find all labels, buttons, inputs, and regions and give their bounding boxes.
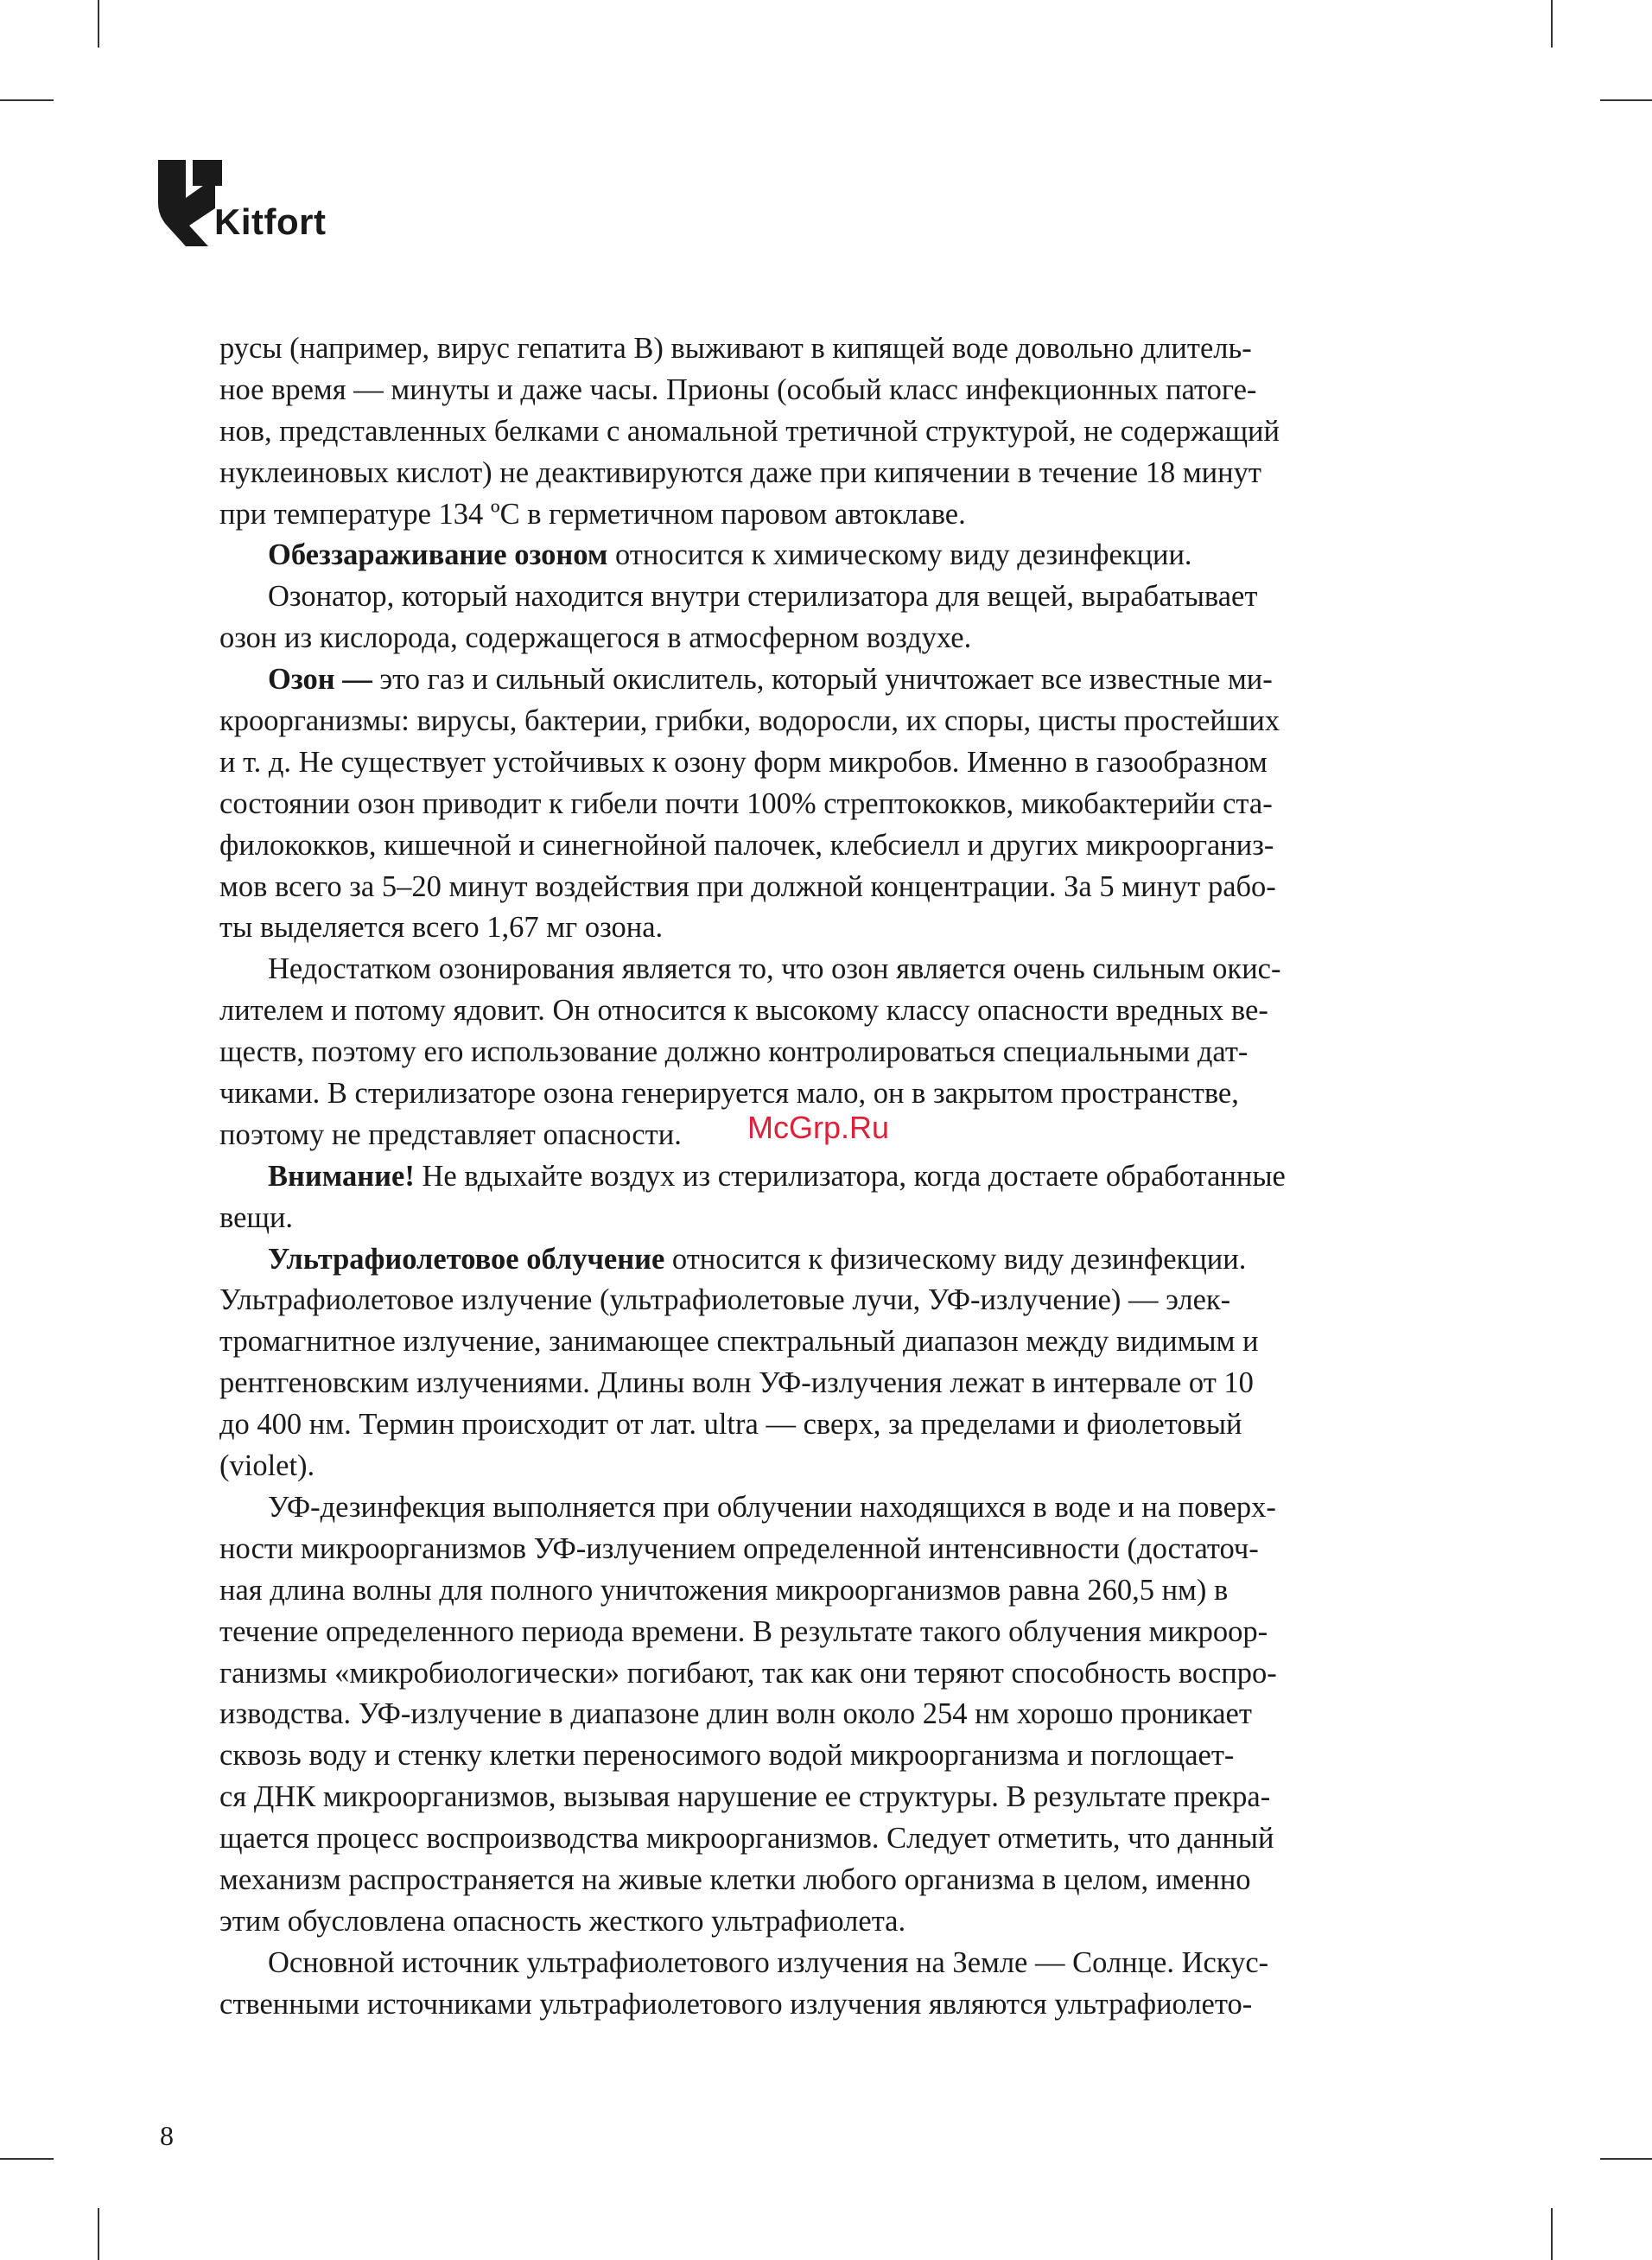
line-text: вещи.: [219, 1200, 294, 1234]
crop-mark: [1551, 0, 1553, 48]
text-line: [219, 1404, 1448, 1446]
line-text: механизм распространяется на живые клетки любого организма в целом, именно: [219, 1862, 1251, 1896]
brand-name: Kitfort: [214, 201, 327, 242]
text-line: [219, 453, 1448, 494]
line-text: и т. д. Не существует устойчивых к озону форм микробов. Именно в газообразном: [219, 745, 1268, 779]
text-line: [219, 1777, 1448, 1818]
crop-mark: [0, 2158, 54, 2160]
line-text: кроорганизмы: вирусы, бактерии, грибки, водоросли, их споры, цисты простейших: [219, 704, 1280, 738]
line-text: УФ-дезинфекция выполняется при облучении находящихся в воде и на поверх-: [268, 1490, 1276, 1524]
text-line: [219, 1612, 1448, 1653]
text-line: [219, 1321, 1448, 1363]
line-text: изводства. УФ-излучение в диапазоне длин волн около 254 нм хорошо проникает: [219, 1697, 1252, 1731]
text-line: [219, 907, 1448, 949]
line-text: тромагнитное излучение, занимающее спектральный диапазон между видимым и: [219, 1325, 1259, 1359]
crop-mark: [1551, 2208, 1553, 2260]
text-line: [219, 1446, 1448, 1487]
line-text: ности микроорганизмов УФ-излучением определенной интенсивности (достаточ-: [219, 1531, 1259, 1565]
line-text: поэтому не представляет опасности.: [219, 1117, 682, 1151]
text-line: [219, 1156, 1448, 1198]
text-line: [219, 1073, 1448, 1115]
line-text: Недостатком озонирования является то, что озон является очень сильным окис-: [268, 952, 1281, 986]
line-text: русы (например, вирус гепатита В) выживают в кипящей воде довольно длитель-: [219, 332, 1252, 365]
text-line: [219, 494, 1448, 536]
line-text: этим обусловлена опасность жесткого ультрафиолета.: [219, 1904, 906, 1938]
line-text: озон из кислорода, содержащегося в атмосферном воздухе.: [219, 621, 972, 655]
line-text: ся ДНК микроорганизмов, вызывая нарушение ее структуры. В результате прекра-: [219, 1780, 1271, 1814]
text-line: [219, 1239, 1448, 1281]
line-text: мов всего за 5–20 минут воздействия при должной концентрации. За 5 минут рабо-: [219, 869, 1276, 903]
line-text: щается процесс воспроизводства микроорганизмов. Следует отметить, что данный: [219, 1822, 1274, 1856]
crop-mark: [1600, 99, 1652, 101]
line-text: сквозь воду и стенку клетки переносимого водой микроорганизма и поглощает-: [219, 1739, 1235, 1773]
text-line: [219, 825, 1448, 867]
text-line: [219, 784, 1448, 825]
text-line: [219, 701, 1448, 742]
text-line: [219, 659, 1448, 701]
text-line: [219, 1487, 1448, 1529]
text-line: [219, 1529, 1448, 1570]
text-line: [219, 1198, 1448, 1239]
text-line: [219, 1943, 1448, 1984]
text-line: [219, 990, 1448, 1032]
text-line: [219, 742, 1448, 784]
crop-mark: [1600, 2158, 1652, 2160]
line-text: это газ и сильный окислитель, который уничтожает все известные ми-: [372, 663, 1273, 697]
line-text: ты выделяется всего 1,67 мг озона.: [219, 911, 664, 945]
bold-term: Внимание!: [268, 1159, 415, 1193]
line-text: ная длина волны для полного уничтожения микроорганизмов равна 260,5 нм) в: [219, 1573, 1229, 1607]
text-line: [219, 1901, 1448, 1943]
text-line: [219, 618, 1448, 659]
line-text: чиками. В стерилизаторе озона генерируется мало, он в закрытом пространстве,: [219, 1077, 1239, 1111]
line-text: нов, представленных белками с аномальной третичной структурой, не содержащий: [219, 414, 1280, 448]
text-line: [219, 370, 1448, 411]
text-line: [219, 328, 1448, 370]
line-text: течение определенного периода времени. В результате такого облучения микроор-: [219, 1614, 1268, 1648]
text-line: [219, 1363, 1448, 1404]
line-text: до 400 нм. Термин происходит от лат. ultra — сверх, за пределами и фиолетовый: [219, 1408, 1242, 1442]
line-text: Озонатор, который находится внутри стерилизатора для вещей, вырабатывает: [268, 580, 1258, 614]
crop-mark: [98, 0, 99, 48]
bold-term: Ультрафиолетовое облучение: [268, 1242, 665, 1276]
page-number: 8: [160, 2120, 174, 2151]
text-line: [219, 1653, 1448, 1695]
text-line: [219, 576, 1448, 618]
text-line: [219, 535, 1448, 576]
line-text: ное время — минуты и даже часы. Прионы (особый класс инфекционных патоге-: [219, 372, 1257, 406]
crop-mark: [0, 99, 54, 101]
text-line: [219, 1570, 1448, 1612]
text-line: [219, 1860, 1448, 1901]
crop-mark: [98, 2208, 99, 2260]
line-text: ганизмы «микробиологически» погибают, так как они теряют способность воспро-: [219, 1656, 1277, 1690]
text-line: [219, 867, 1448, 908]
text-line: [219, 1984, 1448, 2026]
line-text: относится к физическому виду дезинфекции.: [664, 1242, 1247, 1276]
bold-term: Озон —: [268, 663, 372, 697]
line-text: Не вдыхайте воздух из стерилизатора, когда достаете обработанные: [414, 1159, 1286, 1193]
line-text: (violet).: [219, 1449, 315, 1483]
line-text: филококков, кишечной и синегнойной палочек, клебсиелл и других микроорганиз-: [219, 828, 1274, 862]
text-line: [219, 1032, 1448, 1073]
text-line: [219, 1280, 1448, 1321]
line-text: ществ, поэтому его использование должно контролироваться специальными дат-: [219, 1035, 1249, 1069]
line-text: нуклеиновых кислот) не деактивируются даже при кипячении в течение 18 минут: [219, 455, 1261, 489]
bold-term: Обеззараживание озоном: [268, 538, 608, 572]
line-text: лителем и потому ядовит. Он относится к высокому классу опасности вредных ве-: [219, 994, 1268, 1028]
line-text: Ультрафиолетовое излучение (ультрафиолетовые лучи, УФ-излучение) — элек-: [219, 1283, 1231, 1317]
body-text: [219, 328, 1448, 2026]
line-text: состоянии озон приводит к гибели почти 100% стрептококков, микобактерийи ста-: [219, 786, 1273, 820]
line-text: Основной источник ультрафиолетового излучения на Земле — Солнце. Искус-: [268, 1945, 1269, 1979]
line-text: относится к химическому виду дезинфекции.: [607, 538, 1192, 572]
text-line: [219, 1735, 1448, 1777]
line-text: рентгеновским излучениями. Длины волн УФ-излучения лежат в интервале от 10: [219, 1366, 1254, 1400]
text-line: [219, 949, 1448, 990]
line-text: при температуре 134 ºС в герметичном паровом автоклаве.: [219, 497, 966, 531]
text-line: [219, 1818, 1448, 1860]
text-line: [219, 1694, 1448, 1735]
line-text: ственными источниками ультрафиолетового излучения являются ультрафиолето-: [219, 1987, 1253, 2021]
watermark: McGrp.Ru: [747, 1110, 890, 1145]
text-line: [219, 411, 1448, 453]
